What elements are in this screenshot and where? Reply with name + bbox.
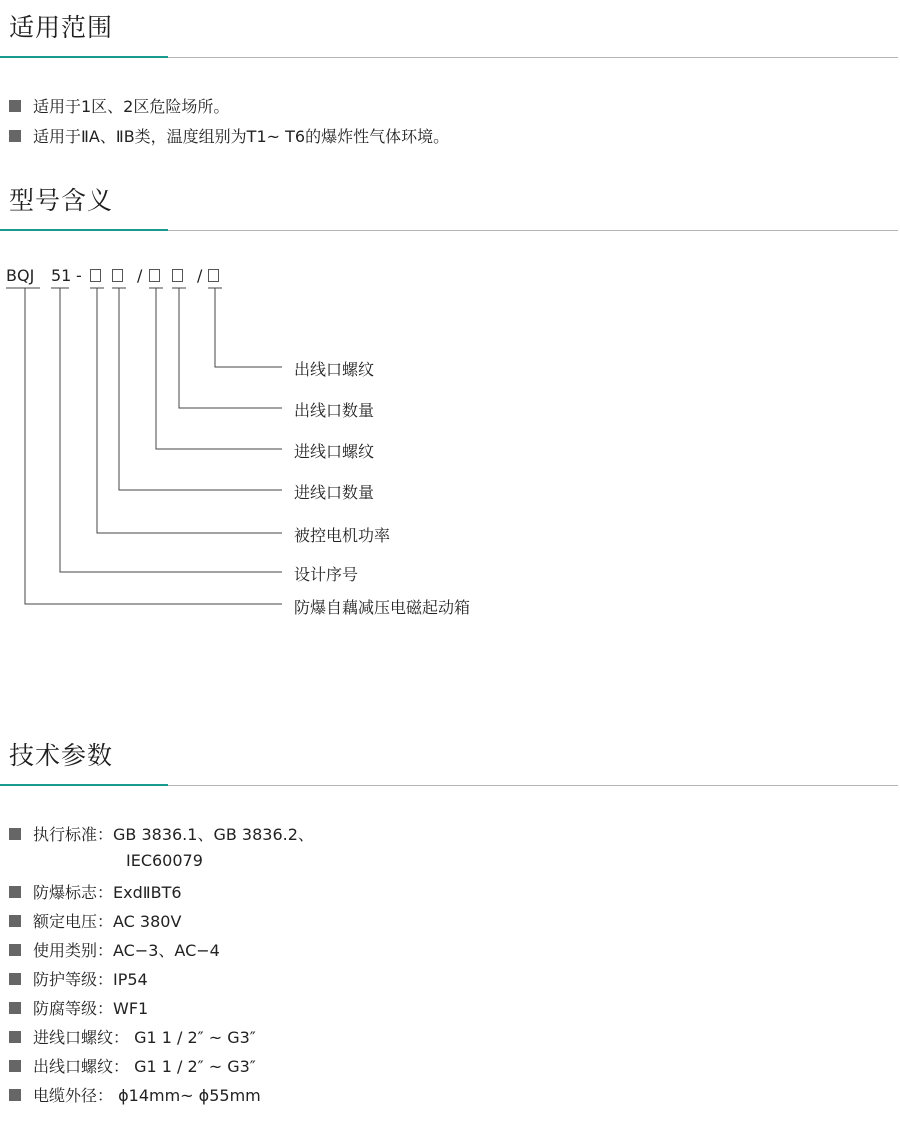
diagram-label: 出线口数量 xyxy=(294,401,375,420)
diagram-label: 设计序号 xyxy=(294,565,359,584)
model-dash: - xyxy=(76,266,82,285)
section-title-scope: 适用范围 xyxy=(9,13,114,42)
spec-item xyxy=(9,996,148,1019)
list-item-text: 适用于1区、2区危险场所。 xyxy=(33,97,230,116)
spec-text: 使用类别：AC−3、AC−4 xyxy=(33,941,220,960)
spec-item xyxy=(9,967,148,990)
spec-text: 出线口螺纹： G1 1 / 2″ ~ G3″ xyxy=(33,1057,256,1076)
model-slash: / xyxy=(197,266,203,285)
model-series: 51 xyxy=(51,266,72,285)
spec-continuation: IEC60079 xyxy=(126,851,203,870)
diagram-label: 进线口螺纹 xyxy=(294,442,375,461)
square-bullet-icon xyxy=(9,1002,21,1014)
list-item-text: 适用于ⅡA、ⅡB类，温度组别为T1~ T6的爆炸性气体环境。 xyxy=(33,127,450,146)
diagram-label: 出线口螺纹 xyxy=(294,360,375,379)
square-bullet-icon xyxy=(9,1060,21,1072)
spec-item xyxy=(9,880,182,903)
spec-item xyxy=(9,909,181,932)
spec-text: 进线口螺纹： G1 1 / 2″ ~ G3″ xyxy=(33,1028,256,1047)
section-divider-tech xyxy=(0,785,898,786)
model-slash: / xyxy=(137,266,143,285)
square-bullet-icon xyxy=(9,973,21,985)
spec-text: 执行标准：GB 3836.1、GB 3836.2、 xyxy=(33,825,314,844)
square-bullet-icon xyxy=(9,886,21,898)
model-prefix: BQJ xyxy=(6,266,35,285)
spec-text: 额定电压：AC 380V xyxy=(33,912,182,931)
spec-item xyxy=(9,822,314,845)
square-bullet-icon xyxy=(9,915,21,927)
divider-accent xyxy=(0,784,168,786)
spec-text: 电缆外径： ϕ14mm~ ϕ55mm xyxy=(33,1086,261,1105)
square-bullet-icon xyxy=(9,828,21,840)
spec-item xyxy=(9,1025,256,1048)
spec-text: 防爆标志：ExdⅡBT6 xyxy=(33,883,182,902)
spec-text: 防腐等级：WF1 xyxy=(33,999,149,1018)
square-bullet-icon xyxy=(9,944,21,956)
section-title-model: 型号含义 xyxy=(9,186,114,215)
spec-item xyxy=(9,938,220,961)
diagram-label: 进线口数量 xyxy=(294,483,375,502)
spec-item xyxy=(9,1054,256,1077)
square-bullet-icon xyxy=(9,1089,21,1101)
square-bullet-icon xyxy=(9,1031,21,1043)
diagram-label: 防爆自藕减压电磁起动箱 xyxy=(294,598,471,617)
section-title-tech: 技术参数 xyxy=(9,741,114,770)
spec-text: 防护等级：IP54 xyxy=(33,970,148,989)
spec-item xyxy=(9,1083,261,1106)
diagram-label: 被控电机功率 xyxy=(294,526,391,545)
